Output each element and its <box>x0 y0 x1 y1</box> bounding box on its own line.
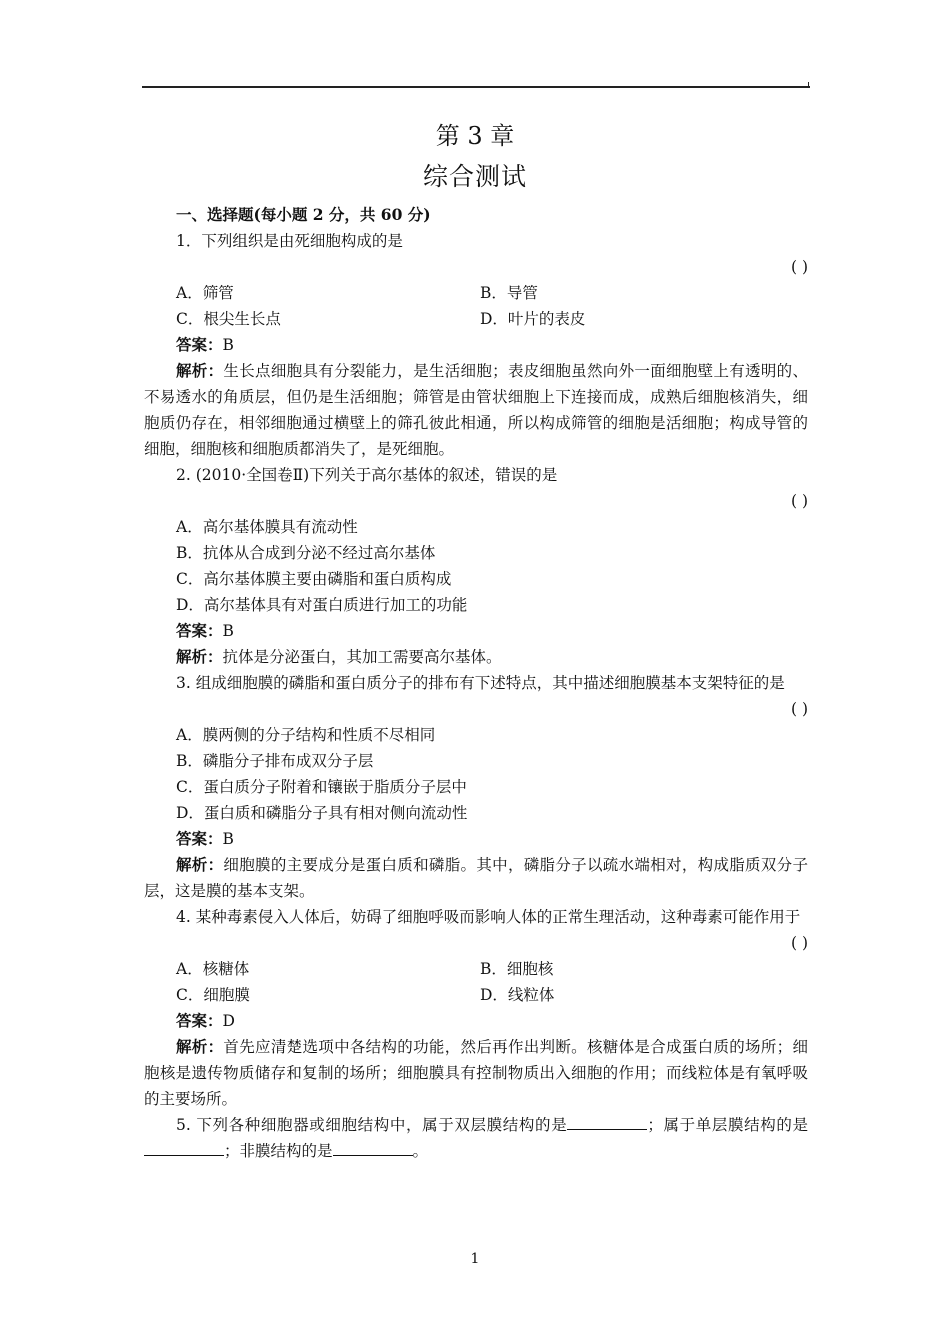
fill-blank-1[interactable] <box>567 1113 647 1130</box>
question-4-options-row-2 <box>144 982 808 1008</box>
analysis-label: 解析： <box>176 1037 224 1056</box>
question-4-options-row-1 <box>144 956 808 982</box>
analysis-text: 细胞膜的主要成分是蛋白质和磷脂。其中，磷脂分子以疏水端相对，构成脂质双分子层，这是膜的基本支架。 <box>144 856 808 900</box>
answer-paren: ( ) <box>790 258 808 276</box>
section-heading: 一、选择题(每小题 2 分，共 60 分) <box>176 205 431 224</box>
option-a: A．筛管 <box>176 284 234 302</box>
fill-blank-2[interactable] <box>144 1139 224 1156</box>
question-4-analysis <box>144 1034 808 1112</box>
option-d: D．蛋白质和磷脂分子具有相对侧向流动性 <box>176 804 468 822</box>
question-3-analysis <box>144 852 808 904</box>
question-1-options-row-2 <box>144 306 808 332</box>
question-5-part-4: 。 <box>412 1142 429 1160</box>
option-b: B．磷脂分子排布成双分子层 <box>176 752 374 770</box>
question-4-answer <box>144 1008 808 1034</box>
answer-value: B <box>222 622 234 640</box>
chapter-title: 第 3 章 <box>435 122 515 150</box>
option-d: D．高尔基体具有对蛋白质进行加工的功能 <box>176 596 468 614</box>
question-1-analysis <box>144 358 808 462</box>
question-5-part-1: 5. 下列各种细胞器或细胞结构中，属于双层膜结构的是 <box>176 1116 568 1134</box>
answer-paren: ( ) <box>790 492 808 510</box>
question-5-stem <box>144 1112 808 1164</box>
question-1-answer <box>144 332 808 358</box>
question-3-answer <box>144 826 808 852</box>
option-d: D．叶片的表皮 <box>480 310 586 328</box>
analysis-label: 解析： <box>176 361 224 380</box>
analysis-label: 解析： <box>176 855 224 874</box>
question-1-stem: 1．下列组织是由死细胞构成的是 <box>176 232 403 250</box>
page-title: 综合测试 <box>422 162 527 191</box>
header-rule <box>142 86 810 88</box>
option-c: C．蛋白质分子附着和镶嵌于脂质分子层中 <box>176 778 467 796</box>
analysis-label: 解析： <box>176 647 223 666</box>
page-number: 1 <box>470 1251 480 1267</box>
option-a: A．核糖体 <box>176 960 250 978</box>
analysis-text: 首先应清楚选项中各结构的功能，然后再作出判断。核糖体是合成蛋白质的场所；细胞核是遗传物质储存和复制的场所；细胞膜具有控制物质出入细胞的作用；而线粒体是有氧呼吸的主要场所。 <box>144 1038 808 1108</box>
question-2-answer <box>144 618 808 644</box>
analysis-text: 抗体是分泌蛋白，其加工需要高尔基体。 <box>222 648 502 666</box>
option-a: A．高尔基体膜具有流动性 <box>176 518 358 536</box>
option-b: B．抗体从合成到分泌不经过高尔基体 <box>176 544 436 562</box>
question-5-part-3: ；非膜结构的是 <box>224 1142 333 1160</box>
answer-value: B <box>222 830 234 848</box>
question-3-stem: 3. 组成细胞膜的磷脂和蛋白质分子的排布有下述特点，其中描述细胞膜基本支架特征的是 <box>176 674 785 692</box>
option-c: C．细胞膜 <box>176 986 250 1004</box>
question-5-part-2: ；属于单层膜结构的是 <box>647 1116 808 1134</box>
answer-label: 答案： <box>176 1011 223 1030</box>
document-body <box>144 202 808 1164</box>
analysis-text: 生长点细胞具有分裂能力，是生活细胞；表皮细胞虽然向外一面细胞壁上有透明的、不易透水的角质层，但仍是生活细胞；筛管是由管状细胞上下连接而成，成熟后细胞核消失，细胞质仍存在，相邻细胞通过横壁上的筛孔彼此相通，所以构成筛管的细胞是活细胞；构成导管的细胞，细胞核和细胞质都消失了，是死细胞。 <box>144 362 808 458</box>
option-c: C．高尔基体膜主要由磷脂和蛋白质构成 <box>176 570 452 588</box>
answer-label: 答案： <box>176 335 223 354</box>
question-1-options-row-1 <box>144 280 808 306</box>
question-4-stem: 4. 某种毒素侵入人体后，妨碍了细胞呼吸而影响人体的正常生理活动，这种毒素可能作用于 <box>176 908 801 926</box>
answer-label: 答案： <box>176 621 223 640</box>
question-2-stem: 2. (2010·全国卷Ⅱ)下列关于高尔基体的叙述，错误的是 <box>176 466 558 484</box>
option-b: B．细胞核 <box>480 960 554 978</box>
answer-value: D <box>222 1012 235 1030</box>
option-c: C．根尖生长点 <box>176 310 281 328</box>
answer-value: B <box>222 336 234 354</box>
answer-label: 答案： <box>176 829 223 848</box>
fill-blank-3[interactable] <box>333 1139 413 1156</box>
option-d: D．线粒体 <box>480 986 555 1004</box>
answer-paren: ( ) <box>790 934 808 952</box>
answer-paren: ( ) <box>790 700 808 718</box>
question-2-analysis <box>144 644 808 670</box>
header-rule-tick <box>808 82 809 88</box>
option-a: A．膜两侧的分子结构和性质不尽相同 <box>176 726 436 744</box>
option-b: B．导管 <box>480 284 538 302</box>
